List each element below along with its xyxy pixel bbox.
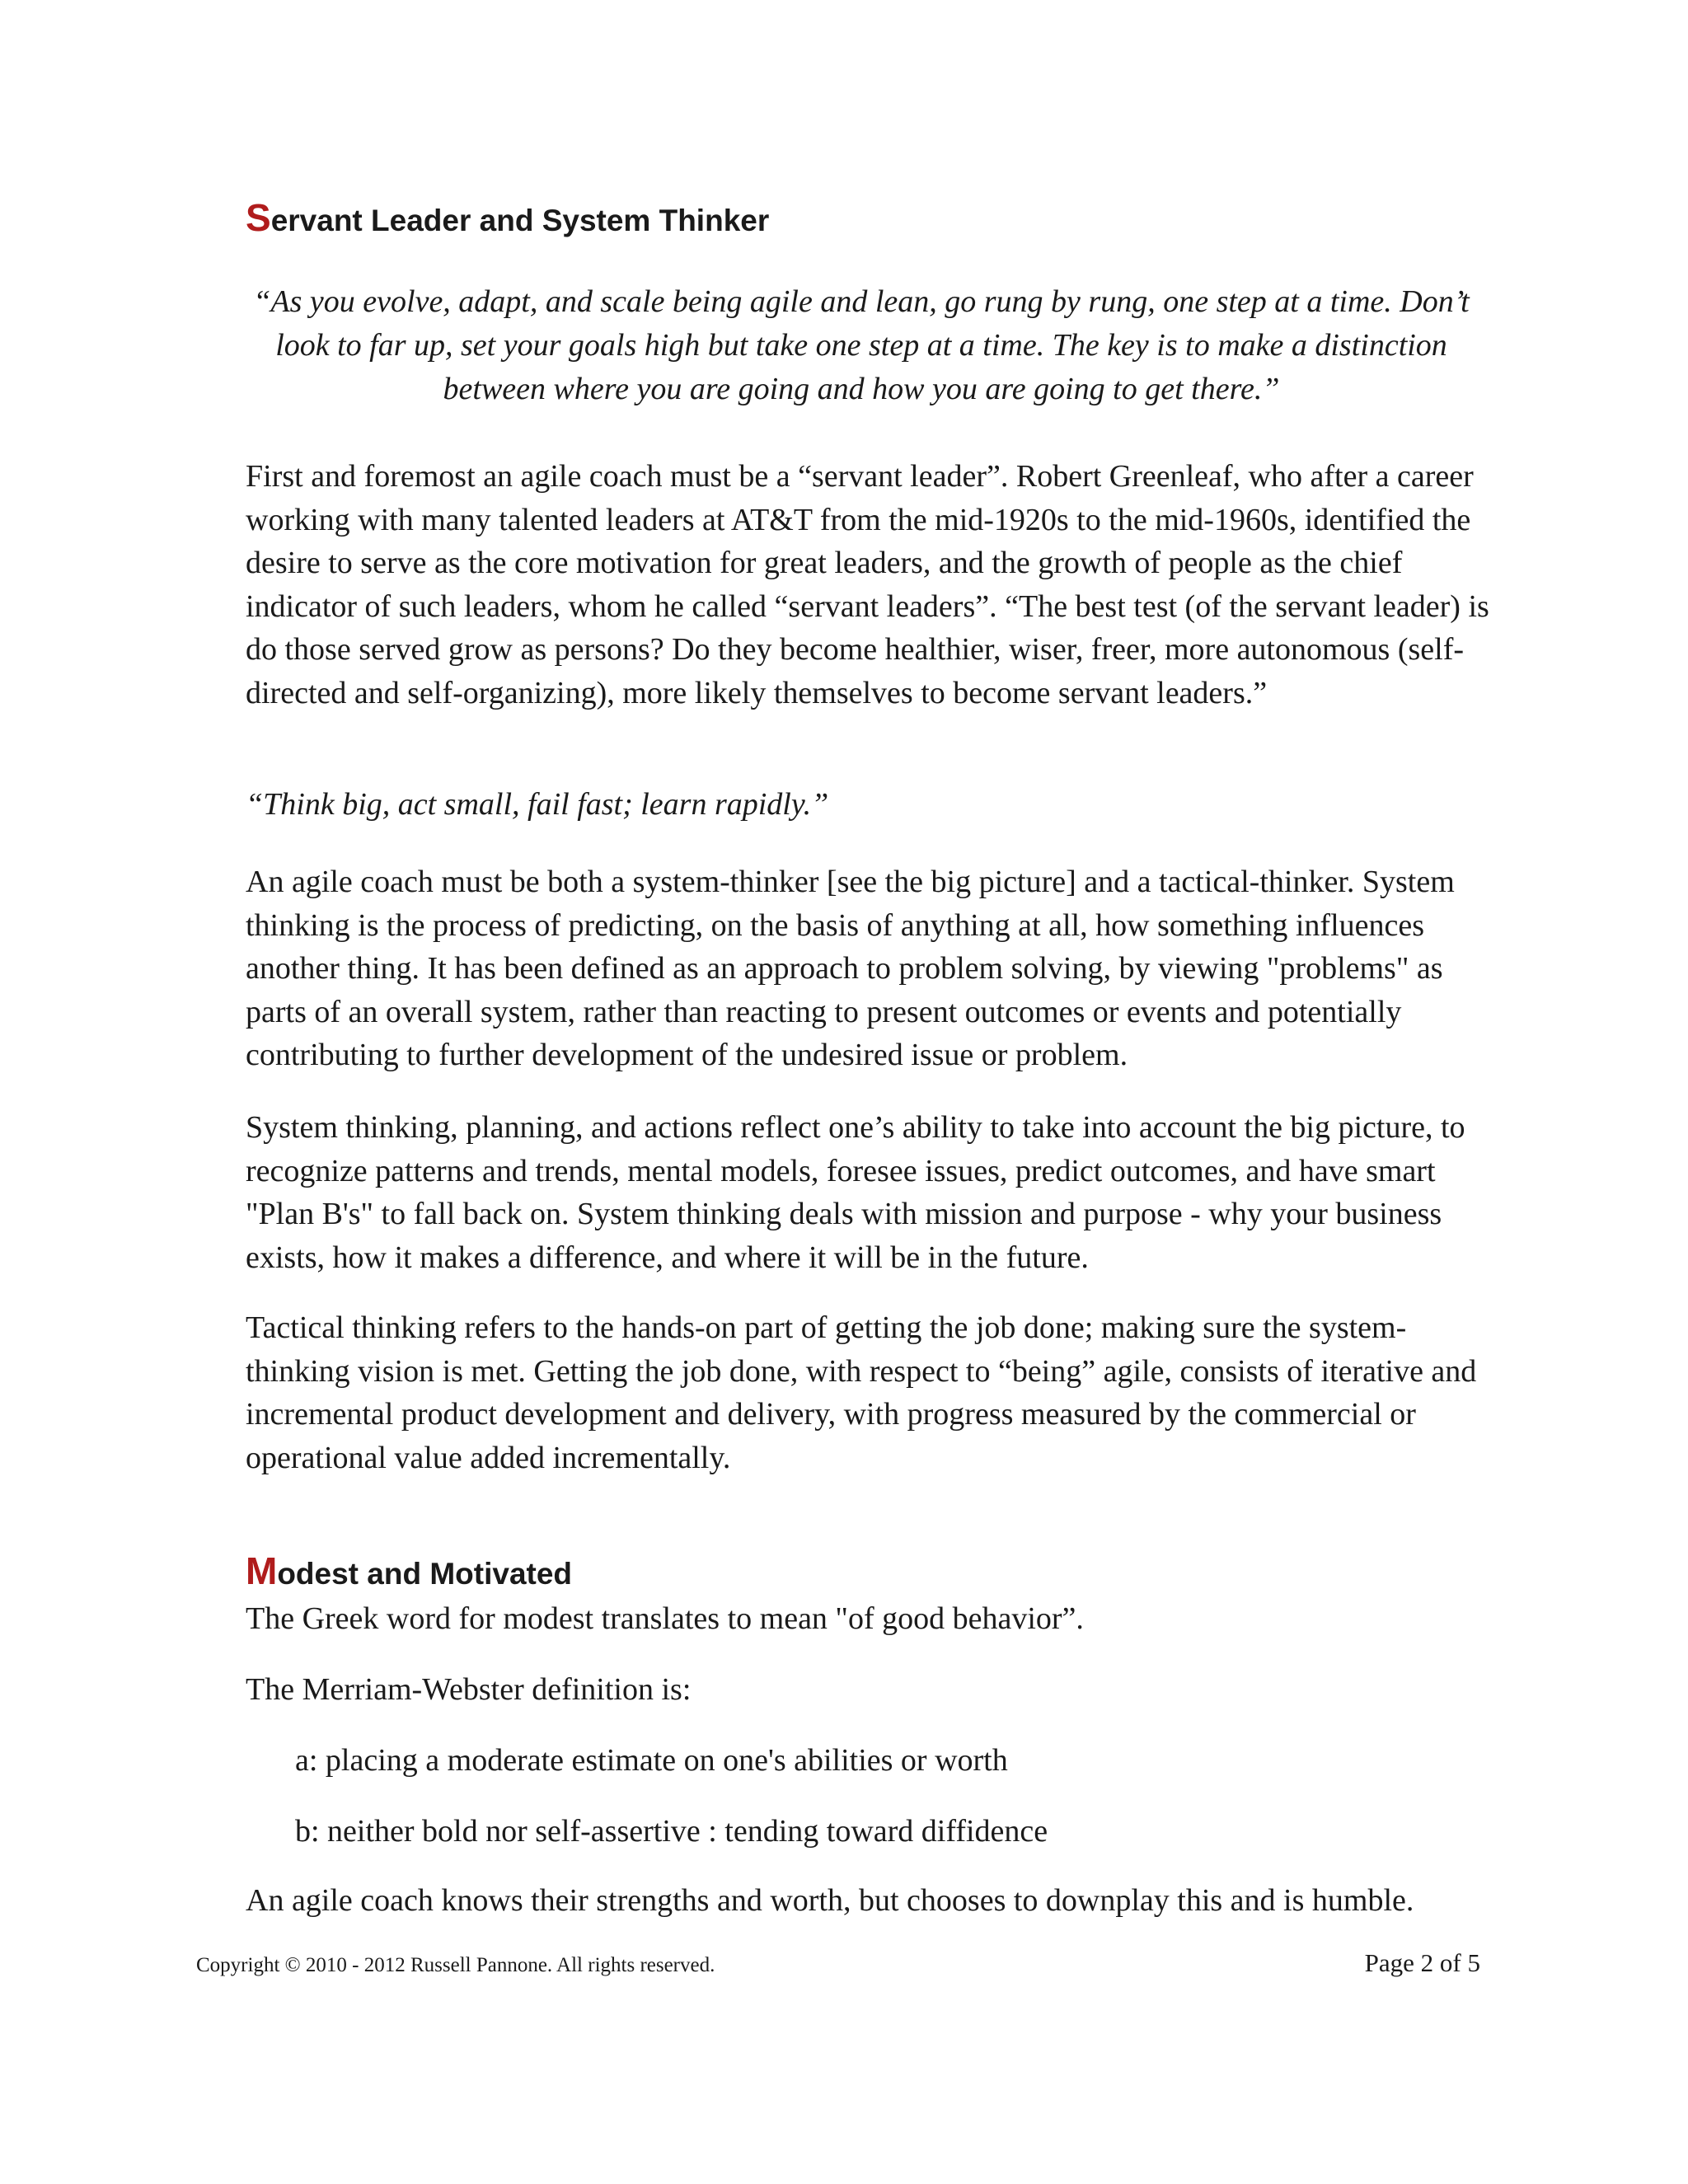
section-heading-servant-leader xyxy=(246,196,770,239)
heading-initial: M xyxy=(246,1549,278,1592)
heading-initial: S xyxy=(246,196,271,239)
greek-word-paragraph: The Greek word for modest translates to mean "of good behavior”. xyxy=(246,1601,1084,1636)
think-big-quote: “Think big, act small, fail fast; learn rapidly.” xyxy=(246,787,829,822)
system-thinker-paragraph: An agile coach must be both a system-thinker [see the big picture] and a tactical-thinker. System thinking is the process of predicting, on the basis of anything at all, how something influences another thing. It has been defined as an approach to problem solving, by viewing "problems" as parts of an overall system, rather than reacting to present outcomes or events and potentially contributing to further development of the undesired issue or problem. xyxy=(246,865,1455,1073)
tactical-thinking-paragraph: Tactical thinking refers to the hands-on part of getting the job done; making sure the system-thinking vision is met. Getting the job done, with respect to “being” agile, consists of iterative and incremental product development and delivery, with progress measured by the commercial or operational value added incrementally. xyxy=(246,1310,1477,1475)
opening-quote: “As you evolve, adapt, and scale being agile and lean, go rung by rung, one step at a time. Don’t look to far up, set your goals high but take one step at a time. The key is to make a distinction between where you are going and how you are going to get there.” xyxy=(253,284,1470,406)
heading-text: ervant Leader and System Thinker xyxy=(270,204,770,237)
definition-b: b: neither bold nor self-assertive : tending toward diffidence xyxy=(295,1814,1048,1849)
definition-a: a: placing a moderate estimate on one's abilities or worth xyxy=(295,1743,1008,1778)
footer-page-number: Page 2 of 5 xyxy=(1364,1948,1480,1977)
servant-leader-paragraph: First and foremost an agile coach must be a “servant leader”. Robert Greenleaf, who after a career working with many talented leaders at AT&T from the mid-1920s to the mid-1960s, identified the desire to serve as the core motivation for great leaders, and the growth of people as the chief indicator of such leaders, whom he called “servant leaders”. “The best test (of the servant leader) is do those served grow as persons? Do they become healthier, wiser, freer, more autonomous (self-directed and self-organizing), more likely themselves to become servant leaders.” xyxy=(246,459,1489,710)
section-heading-modest-motivated xyxy=(246,1549,573,1592)
merriam-webster-intro: The Merriam-Webster definition is: xyxy=(246,1672,692,1707)
humble-paragraph: An agile coach knows their strengths and worth, but chooses to downplay this and is humble. xyxy=(246,1883,1414,1918)
heading-text: odest and Motivated xyxy=(277,1557,573,1591)
system-thinking-paragraph: System thinking, planning, and actions reflect one’s ability to take into account the big picture, to recognize patterns and trends, mental models, foresee issues, predict outcomes, and have smart "Plan B's" to fall back on. System thinking deals with mission and purpose - why your business exists, how it makes a difference, and where it will be in the future. xyxy=(246,1110,1465,1275)
footer-copyright: Copyright © 2010 - 2012 Russell Pannone. All rights reserved. xyxy=(196,1954,715,1976)
